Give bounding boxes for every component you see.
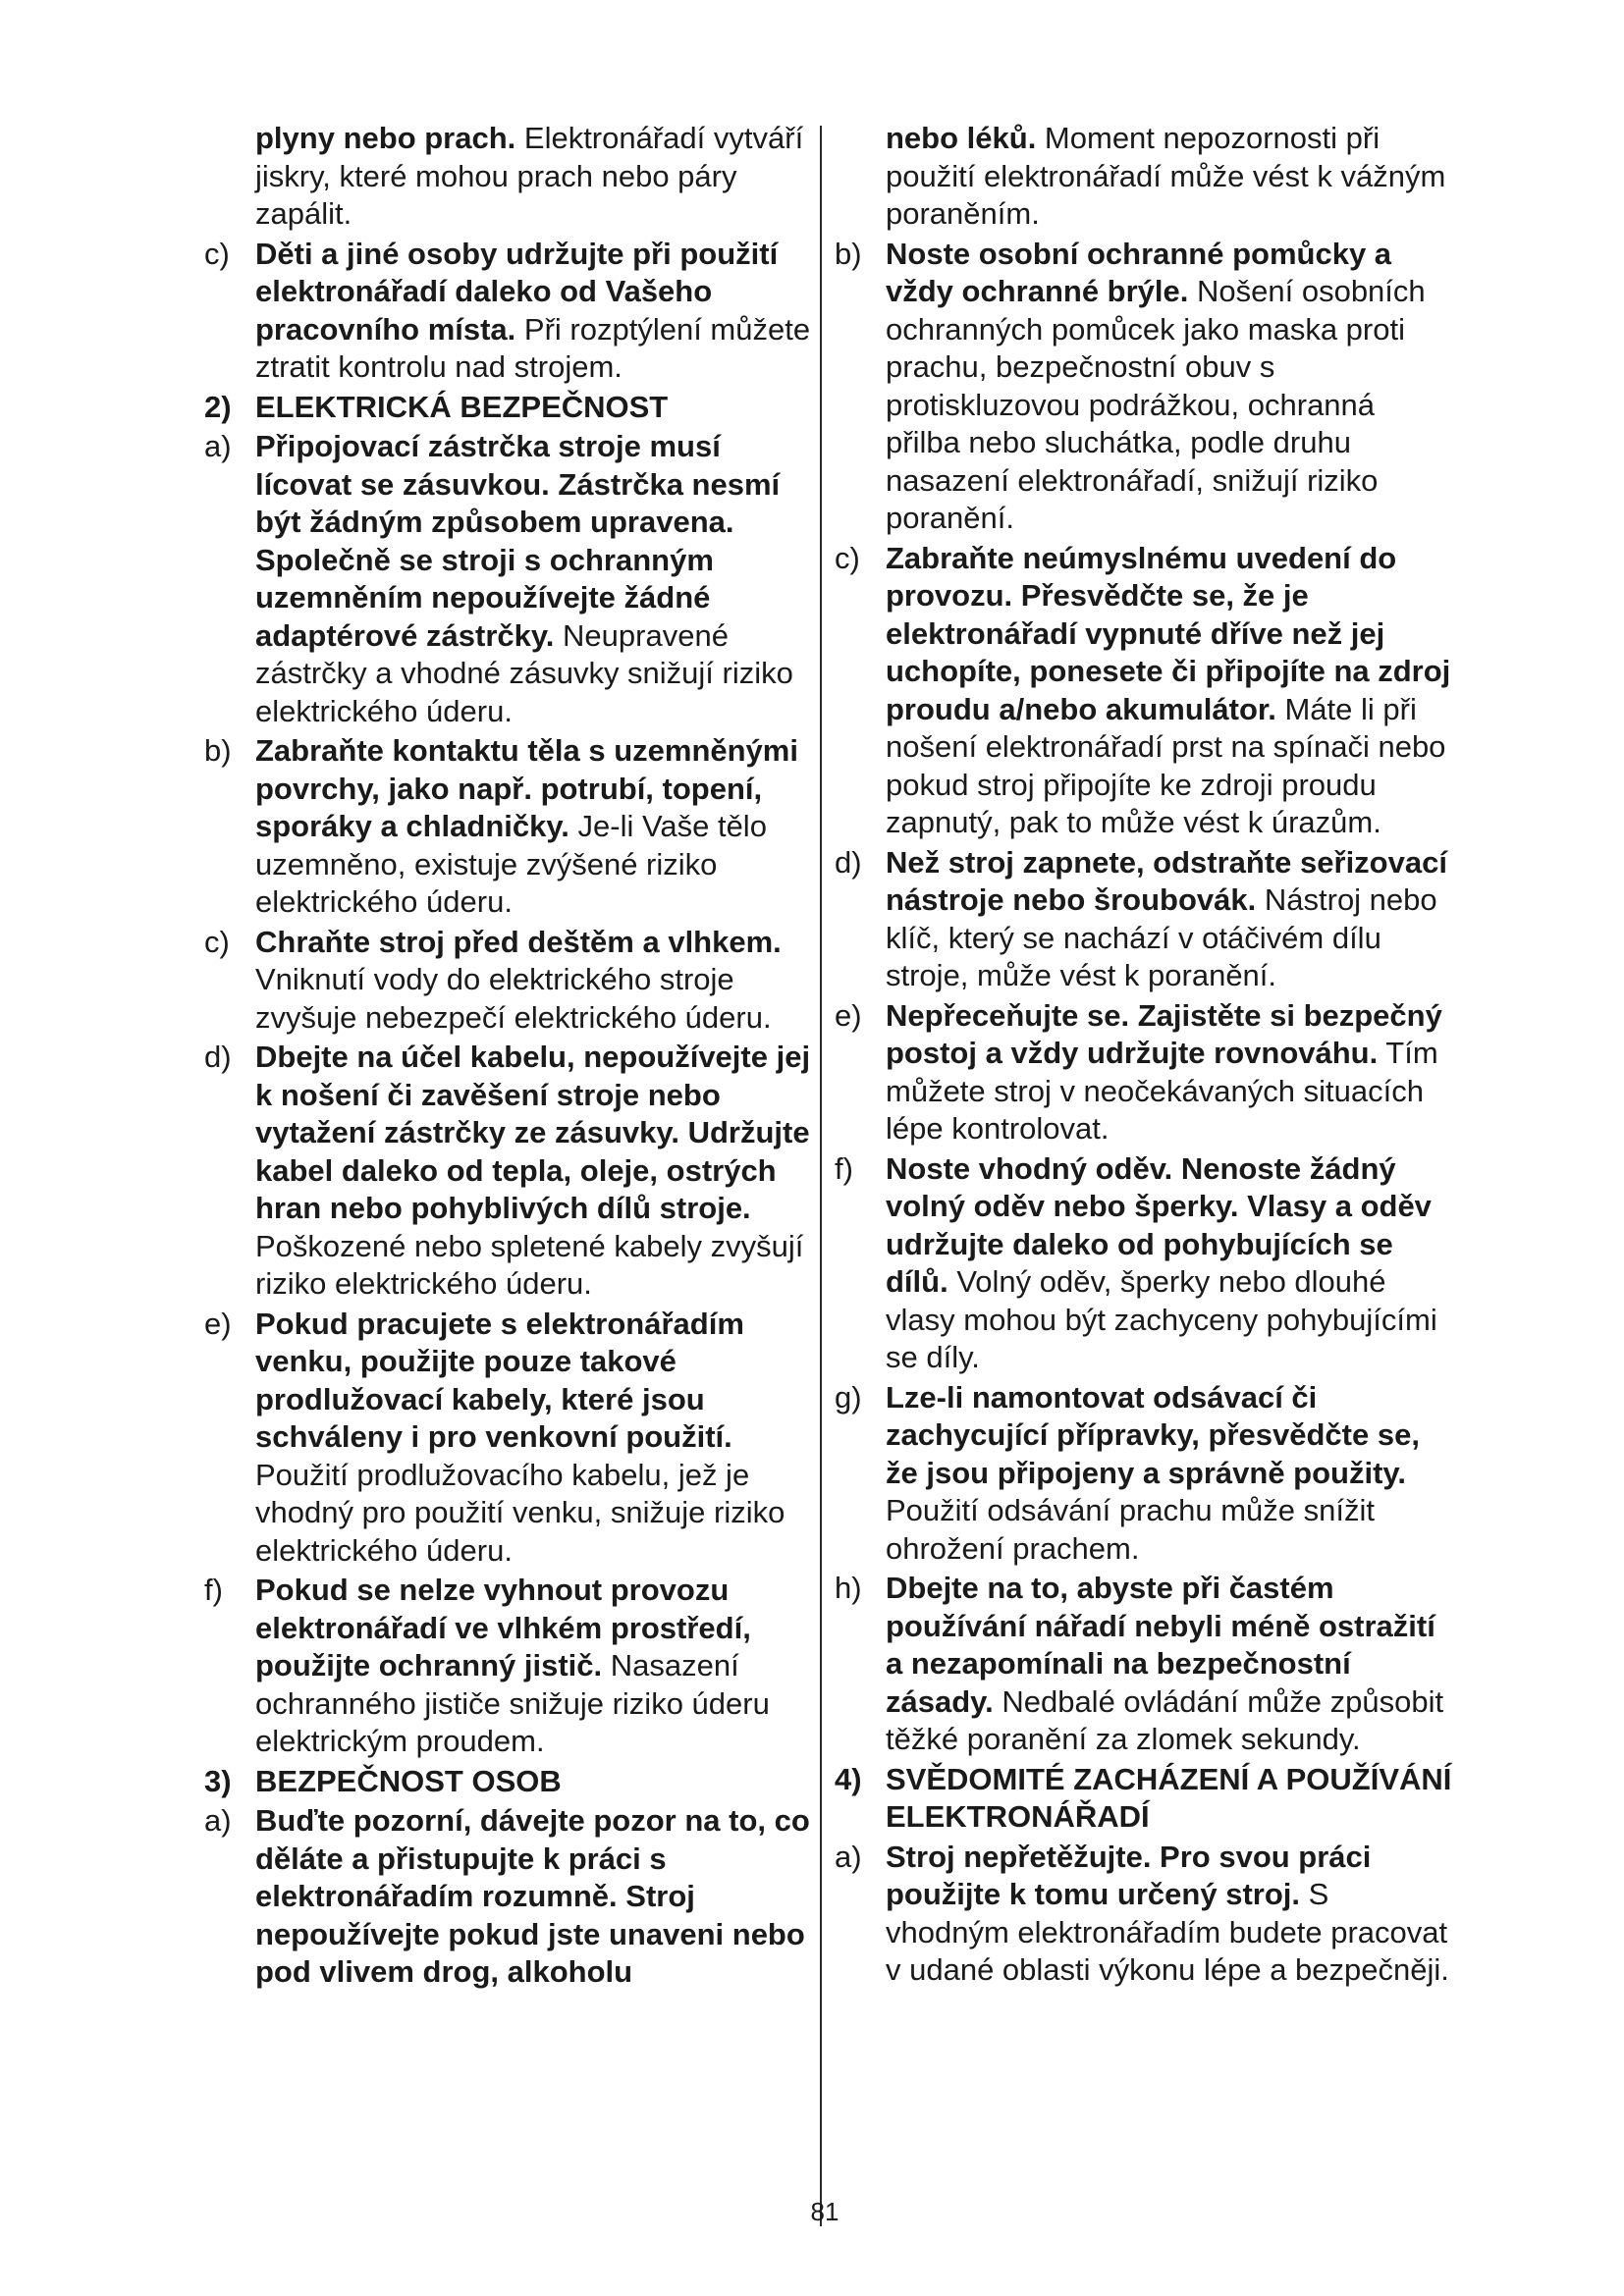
section-heading: 3) BEZPEČNOST OSOB	[204, 1763, 562, 1798]
list-item: d) Dbejte na účel kabelu, nepoužívejte jej k nošení či zavěšení stroje nebo vytažení zástrčky ze zásuvky. Udržujte kabel daleko od tepla, oleje, ostrých hran nebo pohyblivých dílů stroje. Poškozené nebo spletené kabely zvyšují riziko elektrického úderu.	[204, 1040, 811, 1301]
list-item: b) Zabraňte kontaktu těla s uzemněnými povrchy, jako např. potrubí, topení, sporáky a chladničky. Je-li Vaše tělo uzemněno, existuje zvýšené riziko elektrického úderu.	[204, 733, 798, 919]
left-column	[204, 120, 823, 1994]
list-item: c) Děti a jiné osoby udržujte při použití elektronářadí daleko od Vašeho pracovního místa. Při rozptýlení můžete ztratit kontrolu nad strojem.	[204, 236, 811, 384]
list-item: e) Pokud pracujete s elektronářadím venku, použijte pouze takové prodlužovací kabely, které jsou schváleny i pro venkovní použití. Použití prodlužovacího kabelu, jež je vhodný pro použití venku, snižuje riziko elektrického úderu.	[204, 1306, 785, 1568]
right-column	[835, 120, 1453, 1992]
list-item: c) Zabraňte neúmyslnému uvedení do provozu. Přesvědčte se, že je elektronářadí vypnuté dříve než jej uchopíte, ponesete či připojíte na zdroj proudu a/nebo akumulátor. Máte li při nošení elektronářadí prst na spínači nebo pokud stroj připojíte ke zdroji proudu zapnutý, pak to může vést k úrazům.	[835, 540, 1451, 839]
continued-paragraph: plyny nebo prach. Elektronářadí vytváří jiskry, které mohou prach nebo páry zapálit.	[255, 121, 804, 231]
list-item: f) Pokud se nelze vyhnout provozu elektronářadí ve vlhkém prostředí, použijte ochranný jistič. Nasazení ochranného jističe snižuje riziko úderu elektrickým proudem.	[204, 1573, 770, 1758]
list-item: a) Buďte pozorní, dávejte pozor na to, co děláte a přistupujte k práci s elektronářadím rozumně. Stroj nepoužívejte pokud jste unaveni nebo pod vlivem drog, alkoholu	[204, 1803, 810, 1989]
list-item: h) Dbejte na to, abyste při častém používání nářadí nebyli méně ostražití a nezapomínali na bezpečnostní zásady. Nedbalé ovládání může způsobit těžké poranění za zlomek sekundy.	[835, 1571, 1444, 1756]
list-item: a) Připojovací zástrčka stroje musí lícovat se zásuvkou. Zástrčka nesmí být žádným způsobem upravena. Společně se stroji s ochranným uzemněním nepoužívejte žádné adaptérové zástrčky. Neupravené zástrčky a vhodné zásuvky snižují riziko elektrického úderu.	[204, 429, 793, 728]
list-item: b) Noste osobní ochranné pomůcky a vždy ochranné brýle. Nošení osobních ochranných pomůcek jako maska proti prachu, bezpečnostní obuv s protiskluzovou podrážkou, ochranná přilba nebo sluchátka, podle druhu nasazení elektronářadí, snižují riziko poranění.	[835, 236, 1426, 535]
list-item: a) Stroj nepřetěžujte. Pro svou práci použijte k tomu určený stroj. S vhodným elektronářadím budete pracovat v udané oblasti výkonu lépe a bezpečněji.	[835, 1839, 1449, 1987]
list-item: e) Nepřeceňujte se. Zajistěte si bezpečný postoj a vždy udržujte rovnováhu. Tím můžete stroj v neočekávaných situacích lépe kontrolovat.	[835, 997, 1442, 1146]
list-item: g) Lze-li namontovat odsávací či zachycující přípravky, přesvědčte se, že jsou připojeny a správně použity. Použití odsávání prachu může snížit ohrožení prachem.	[835, 1379, 1420, 1566]
continued-paragraph: nebo léků. Moment nepozornosti při použití elektronářadí může vést k vážným poraněním.	[886, 121, 1446, 231]
section-heading: 4) SVĚDOMITÉ ZACHÁZENÍ A POUŽÍVÁNÍ ELEKTRONÁŘADÍ	[835, 1761, 1452, 1834]
page-number: 81	[810, 2197, 839, 2226]
list-item: d) Než stroj zapnete, odstraňte seřizovací nástroje nebo šroubovák. Nástroj nebo klíč, který se nachází v otáčivém dílu stroje, může vést k poranění.	[835, 844, 1447, 992]
section-heading: 2) ELEKTRICKÁ BEZPEČNOST	[204, 389, 669, 424]
list-item: f) Noste vhodný oděv. Nenoste žádný volný oděv nebo šperky. Vlasy a oděv udržujte daleko od pohybujících se dílů. Volný oděv, šperky nebo dlouhé vlasy mohou být zachyceny pohybujícími se díly.	[835, 1150, 1437, 1374]
list-item: c) Chraňte stroj před deštěm a vlhkem. Vniknutí vody do elektrického stroje zvyšuje nebezpečí elektrického úderu.	[204, 924, 782, 1035]
